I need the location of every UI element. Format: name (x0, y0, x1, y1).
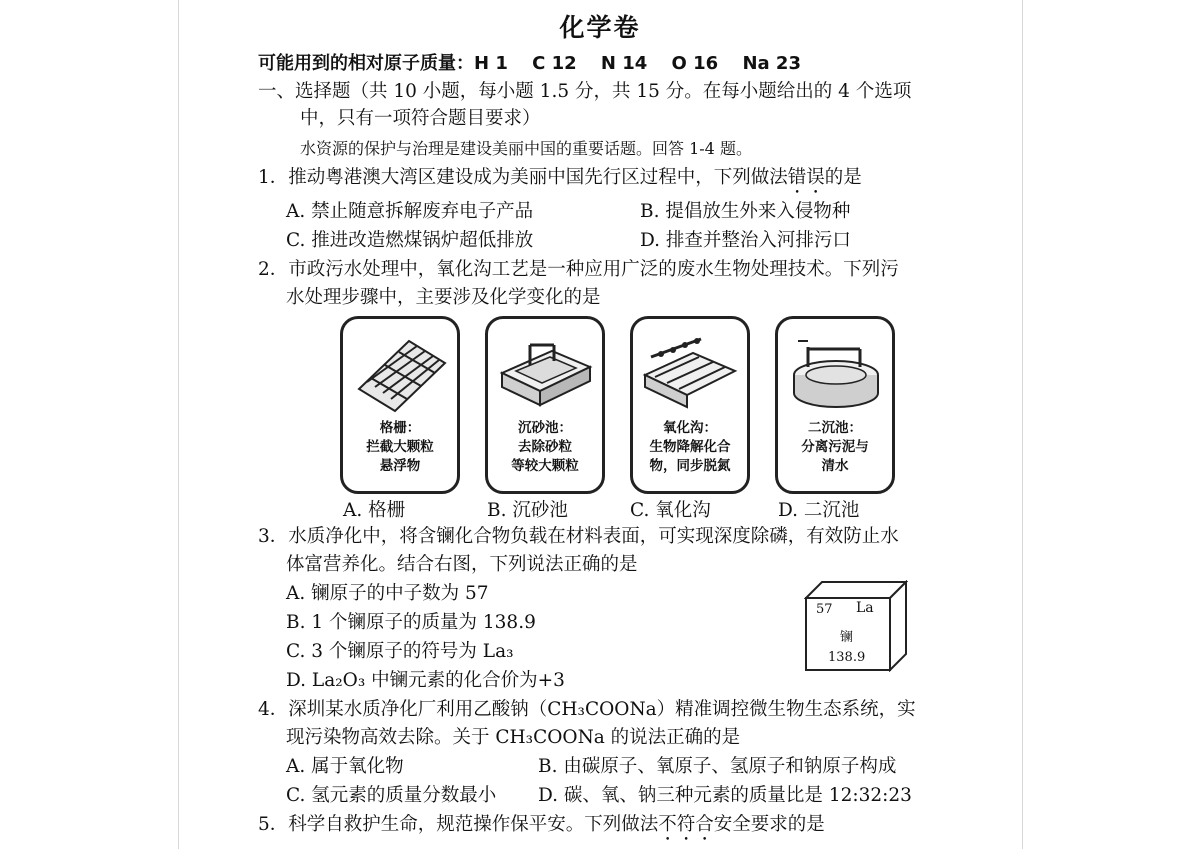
q4-stem-line1: 4．深圳某水质净化厂利用乙酸钠（CH₃COONa）精准调控微生物生态系统，实 (258, 699, 916, 720)
oxidation-ditch-illustration (641, 327, 739, 413)
q1-stem-pre: 1．推动粤港澳大湾区建设成为美丽中国先行区过程中，下列做法 (258, 167, 788, 188)
element-name: 镧 (840, 630, 854, 645)
page-right-edge (1022, 0, 1023, 849)
q4-option-a: A. 属于氧化物 (286, 756, 404, 777)
grille-illustration (351, 327, 449, 413)
panel-oxidation-ditch (630, 316, 750, 494)
grit-chamber-illustration (496, 327, 594, 413)
q1-stem (258, 166, 862, 198)
section-heading-line2: 中，只有一项符合题目要求） (300, 108, 541, 129)
question-group-intro: 水资源的保护与治理是建设美丽中国的重要话题。回答 1-4 题。 (300, 139, 752, 158)
q2-option-b: B. 沉砂池 (487, 500, 568, 521)
atomic-mass: 138.9 (828, 650, 866, 665)
q2-option-c: C. 氧化沟 (630, 500, 711, 521)
page-title: 化学卷 (559, 13, 641, 42)
q3-stem-line2: 体富营养化。结合右图，下列说法正确的是 (286, 554, 638, 575)
q2-option-a: A. 格栅 (343, 500, 406, 521)
q2-stem-line2: 水处理步骤中，主要涉及化学变化的是 (286, 287, 601, 308)
q1-option-b: B. 提倡放生外来入侵物种 (640, 201, 851, 222)
panel-grille (340, 316, 460, 494)
q4-stem-line2: 现污染物高效去除。关于 CH₃COONa 的说法正确的是 (286, 727, 741, 748)
q1-option-a: A. 禁止随意拆解废弃电子产品 (286, 201, 534, 222)
q5-stem-pre: 5．科学自救护生命，规范操作保平安。下列做法 (258, 814, 659, 835)
q4-option-c: C. 氢元素的质量分数最小 (286, 785, 497, 806)
q3-option-c: C. 3 个镧原子的符号为 La₃ (286, 641, 514, 662)
panel-secondary-clarifier (775, 316, 895, 494)
atomic-masses: 可能用到的相对原子质量：H 1 C 12 N 14 O 16 Na 23 (258, 53, 801, 74)
q5-stem-emphasis: 不符合 (658, 814, 714, 835)
lanthanum-element-card (804, 580, 908, 672)
q4-option-b: B. 由碳原子、氧原子、氢原子和钠原子构成 (538, 756, 897, 777)
panel-oxidation-ditch-caption: 氧化沟： 生物降解化合 物，同步脱氮 (649, 420, 731, 474)
q4-option-d: D. 碳、氧、钠三种元素的质量比是 12:32:23 (538, 785, 912, 806)
q3-stem-line1: 3．水质净化中，将含镧化合物负载在材料表面，可实现深度除磷，有效防止水 (258, 526, 899, 547)
panel-secondary-clarifier-caption: 二沉池： 分离污泥与 清水 (801, 420, 869, 474)
q2-stem-line1: 2．市政污水处理中，氧化沟工艺是一种应用广泛的废水生物处理技术。下列污 (258, 259, 899, 280)
q1-option-d: D. 排查并整治入河排污口 (640, 230, 851, 251)
secondary-clarifier-illustration (786, 327, 884, 413)
section-heading-line1: 一、选择题（共 10 小题，每小题 1.5 分，共 15 分。在每小题给出的 4 个选项 (258, 81, 912, 102)
q5-stem-post: 安全要求的是 (713, 814, 825, 835)
panel-grit-chamber (485, 316, 605, 494)
atomic-number: 57 (816, 602, 833, 617)
page-left-edge (178, 0, 179, 849)
q3-option-d: D. La₂O₃ 中镧元素的化合价为+3 (286, 670, 565, 691)
q1-stem-emphasis: 错误 (787, 167, 825, 188)
q2-option-d: D. 二沉池 (778, 500, 860, 521)
q3-option-b: B. 1 个镧原子的质量为 138.9 (286, 612, 536, 633)
panel-grille-caption: 格栅： 拦截大颗粒 悬浮物 (366, 420, 434, 474)
q1-option-c: C. 推进改造燃煤锅炉超低排放 (286, 230, 534, 251)
q5-stem (258, 813, 825, 845)
q1-stem-post: 的是 (824, 167, 862, 188)
panel-grit-chamber-caption: 沉砂池： 去除砂粒 等较大颗粒 (511, 420, 579, 474)
q3-option-a: A. 镧原子的中子数为 57 (286, 583, 489, 604)
element-symbol: La (856, 600, 874, 616)
